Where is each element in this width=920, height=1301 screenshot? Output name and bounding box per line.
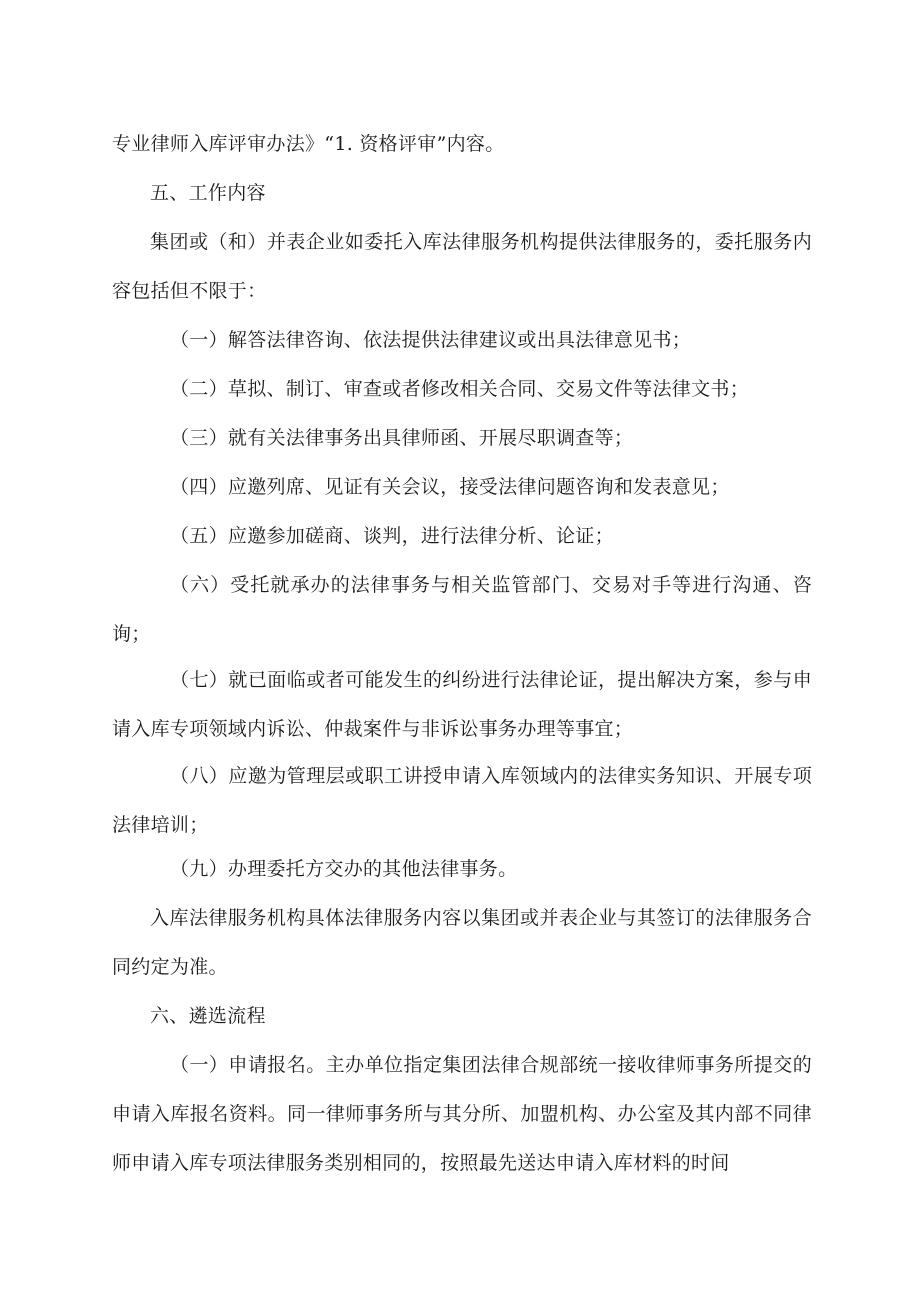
list-item-3: （三）就有关法律事务出具律师函、开展尽职调查等；: [170, 427, 634, 449]
list-item-9: （九）办理委托方交办的其他法律事务。: [170, 858, 518, 880]
paragraph-scope-note: 入库法律服务机构具体法律服务内容以集团或并表企业与其签订的法律服务合同约定为准。: [112, 907, 812, 978]
paragraph-continuation: 专业律师入库评审办法》“1. 资格评审”内容。: [112, 133, 505, 155]
list-item-1: （一）解答法律咨询、依法提供法律建议或出具法律意见书；: [170, 329, 692, 351]
list-item-4: （四）应邀列席、见证有关会议，接受法律问题咨询和发表意见；: [170, 476, 730, 498]
paragraph-intro: 集团或（和）并表企业如委托入库法律服务机构提供法律服务的，委托服务内容包括但不限于：: [112, 231, 812, 302]
list-item-6: （六）受托就承办的法律事务与相关监管部门、交易对手等进行沟通、咨询；: [112, 574, 812, 645]
section-heading-work-content: 五、工作内容: [150, 182, 266, 204]
section-heading-selection-process: 六、遴选流程: [150, 1005, 266, 1027]
paragraph-application: （一）申请报名。主办单位指定集团法律合规部统一接收律师事务所提交的申请入库报名资料。同一律师事务所与其分所、加盟机构、办公室及其内部不同律师申请入库专项法律服务类别相同的，按照最先送达申请入库材料的时间: [112, 1054, 812, 1174]
list-item-5: （五）应邀参加磋商、谈判，进行法律分析、论证；: [170, 525, 614, 547]
list-item-7: （七）就已面临或者可能发生的纠纷进行法律论证，提出解决方案，参与申请入库专项领域内诉讼、仲裁案件与非诉讼事务办理等事宜；: [112, 669, 812, 740]
list-item-8: （八）应邀为管理层或职工讲授申请入库领域内的法律实务知识、开展专项法律培训；: [112, 765, 812, 836]
list-item-2: （二）草拟、制订、审查或者修改相关合同、交易文件等法律文书；: [170, 378, 750, 400]
